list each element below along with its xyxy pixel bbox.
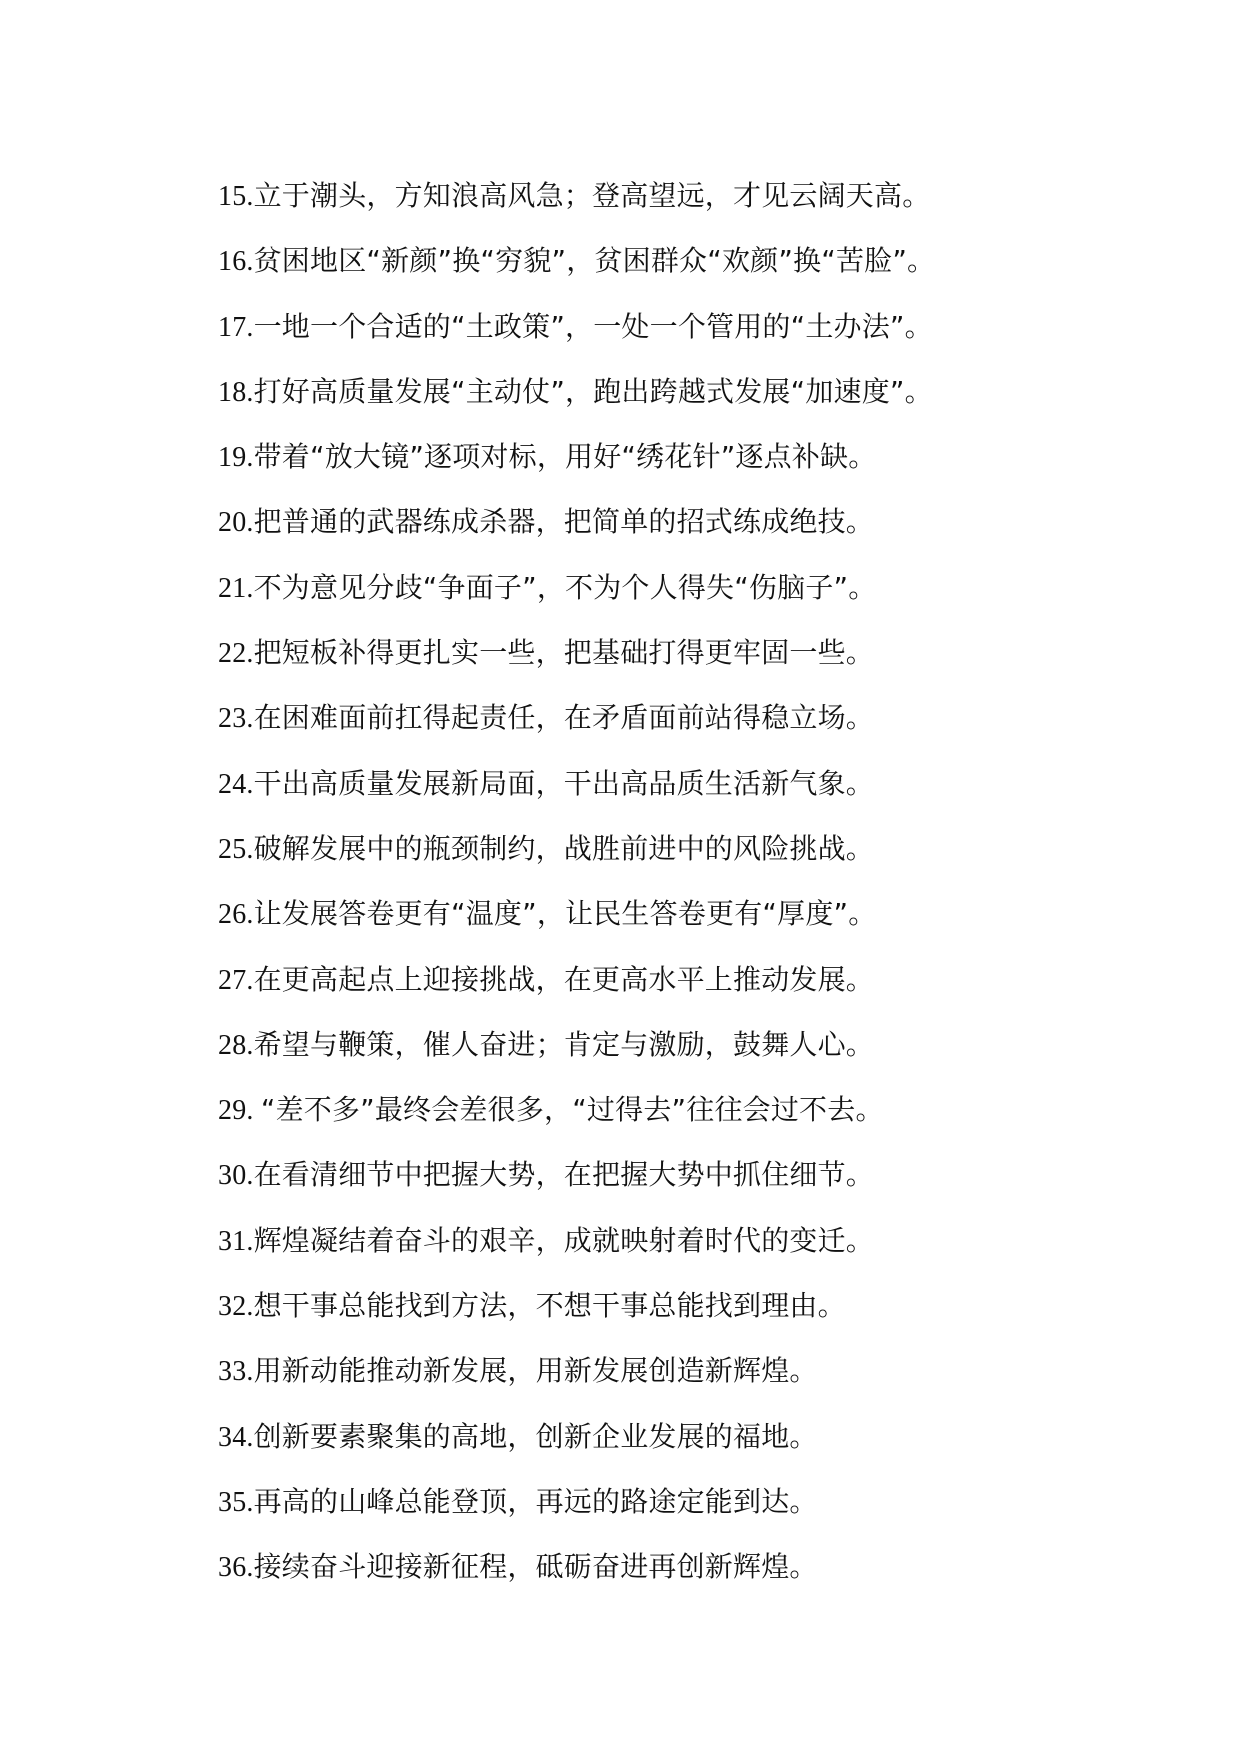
item-text: 创新要素聚集的高地，创新企业发展的福地。	[253, 1419, 818, 1453]
item-number: 19.	[218, 442, 254, 474]
item-text: 希望与鞭策，催人奋进；肯定与激励，鼓舞人心。	[253, 1027, 875, 1061]
item-text: 把短板补得更扎实一些，把基础打得更牢固一些。	[253, 636, 875, 670]
item-number: 36.	[218, 1552, 254, 1584]
item-number: 22.	[218, 638, 254, 670]
item-text: 把普通的武器练成杀器，把简单的招式练成绝技。	[253, 505, 875, 539]
item-number: 27.	[218, 964, 254, 996]
item-number: 34.	[218, 1421, 254, 1453]
list-item	[218, 564, 1118, 629]
list-item	[218, 1347, 1118, 1412]
item-number: 30.	[218, 1160, 254, 1192]
list-item	[218, 1282, 1118, 1347]
list-item	[218, 237, 1118, 302]
item-text: 一地一个合适的“土政策”，一处一个管用的“土办法”。	[253, 309, 933, 343]
list-item	[218, 303, 1118, 368]
item-text: 用新动能推动新发展，用新发展创造新辉煌。	[253, 1354, 818, 1388]
item-number: 28.	[218, 1029, 254, 1061]
list-item	[218, 1478, 1118, 1543]
list-item	[218, 498, 1118, 563]
item-text: 在看清细节中把握大势，在把握大势中抓住细节。	[253, 1158, 875, 1192]
item-number: 33.	[218, 1356, 254, 1388]
item-text: 让发展答卷更有“温度”，让民生答卷更有“厚度”。	[253, 897, 877, 931]
item-number: 25.	[218, 833, 254, 865]
list-item	[218, 1086, 1118, 1151]
item-number: 26.	[218, 899, 254, 931]
item-text: 不为意见分歧“争面子”，不为个人得失“伤脑子”。	[253, 570, 877, 604]
item-number: 17.	[218, 311, 254, 343]
item-text: 贫困地区“新颜”换“穷貌”，贫困群众“欢颜”换“苦脸”。	[253, 244, 936, 278]
list-item	[218, 1217, 1118, 1282]
item-text: 辉煌凝结着奋斗的艰辛，成就映射着时代的变迁。	[253, 1223, 875, 1257]
item-text: “差不多”最终会差很多，“过得去”往往会过不去。	[260, 1093, 884, 1127]
list-item	[218, 760, 1118, 825]
item-text: 再高的山峰总能登顶，再远的路途定能到达。	[253, 1484, 818, 1518]
item-text: 在困难面前扛得起责任，在矛盾面前站得稳立场。	[253, 701, 875, 735]
item-text: 带着“放大镜”逐项对标，用好“绣花针”逐点补缺。	[253, 440, 877, 474]
list-item	[218, 629, 1118, 694]
list-item	[218, 172, 1118, 237]
item-text: 想干事总能找到方法，不想干事总能找到理由。	[253, 1289, 846, 1323]
item-number: 35.	[218, 1486, 254, 1518]
item-number: 24.	[218, 768, 254, 800]
list-item	[218, 825, 1118, 890]
item-number: 16.	[218, 246, 254, 278]
list-item	[218, 433, 1118, 498]
list-item	[218, 1413, 1118, 1478]
item-text: 在更高起点上迎接挑战，在更高水平上推动发展。	[253, 962, 875, 996]
item-number: 31.	[218, 1225, 254, 1257]
phrase-list	[218, 172, 1118, 1609]
list-item	[218, 890, 1118, 955]
list-item	[218, 1151, 1118, 1216]
list-item	[218, 1021, 1118, 1086]
item-text: 接续奋斗迎接新征程，砥砺奋进再创新辉煌。	[253, 1550, 818, 1584]
item-text: 立于潮头，方知浪高风急；登高望远，才见云阔天高。	[253, 179, 931, 212]
item-number: 15.	[218, 181, 254, 212]
item-text: 破解发展中的瓶颈制约，战胜前进中的风险挑战。	[253, 831, 875, 865]
list-item	[218, 1543, 1118, 1608]
list-item	[218, 694, 1118, 759]
item-number: 32.	[218, 1291, 254, 1323]
list-item	[218, 368, 1118, 433]
item-text: 打好高质量发展“主动仗”，跑出跨越式发展“加速度”。	[253, 374, 933, 408]
item-number: 20.	[218, 507, 254, 539]
list-item	[218, 956, 1118, 1021]
item-text: 干出高质量发展新局面，干出高品质生活新气象。	[253, 766, 875, 800]
item-number: 21.	[218, 572, 254, 604]
item-number: 23.	[218, 703, 254, 735]
item-number: 18.	[218, 376, 254, 408]
item-number: 29.	[218, 1095, 261, 1127]
